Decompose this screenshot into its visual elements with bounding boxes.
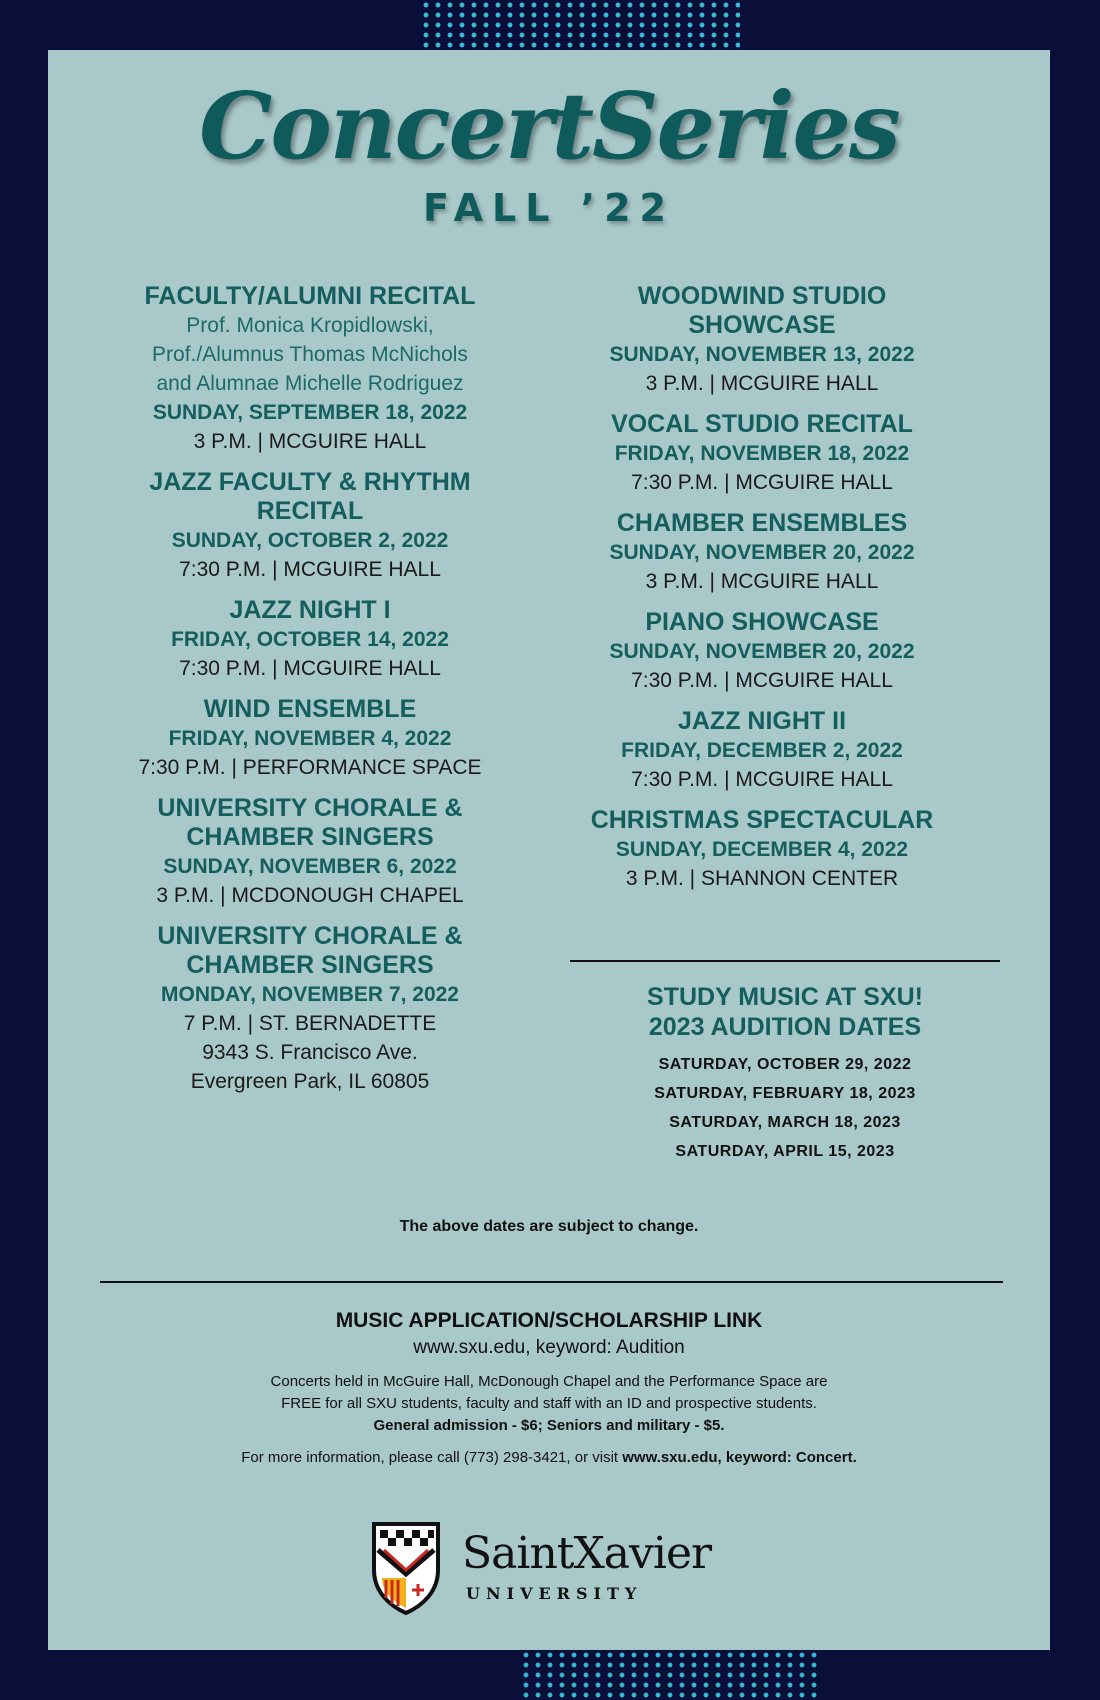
admission-text-line: FREE for all SXU students, faculty and staff with an ID and prospective students. [281, 1395, 817, 1412]
admission-paragraph [48, 1371, 1050, 1437]
event-time-venue: 3 P.M. | MCGUIRE HALL [193, 430, 427, 453]
admission-text-line: Concerts held in McGuire Hall, McDonough Chapel and the Performance Space are [270, 1373, 828, 1390]
event-time-venue: 3 P.M. | MCGUIRE HALL [645, 372, 879, 395]
event-date: SUNDAY, NOVEMBER 13, 2022 [609, 343, 915, 366]
event-time-venue: 7:30 P.M. | MCGUIRE HALL [179, 657, 441, 680]
change-notice: The above dates are subject to change. [399, 1218, 699, 1235]
event-item [562, 509, 962, 596]
event-address-line: Evergreen Park, IL 60805 [190, 1070, 430, 1093]
event-time-venue: 7:30 P.M. | MCGUIRE HALL [631, 768, 893, 791]
shield-icon [370, 1520, 442, 1616]
event-time-venue: 7 P.M. | ST. BERNADETTE [183, 1012, 437, 1035]
more-info-line [48, 1447, 1050, 1469]
event-title: JAZZ FACULTY & RHYTHM RECITAL [149, 468, 471, 525]
event-item [562, 410, 962, 497]
event-title: WIND ENSEMBLE [203, 695, 417, 723]
more-info-text: For more information, please call (773) 298-3421, or visit [241, 1449, 623, 1466]
event-description-line: Prof. Monica Kropidlowski, [186, 314, 434, 337]
event-address-line: 9343 S. Francisco Ave. [202, 1041, 418, 1064]
more-info-link[interactable]: www.sxu.edu, keyword: Concert. [622, 1449, 857, 1466]
event-date: FRIDAY, DECEMBER 2, 2022 [621, 739, 903, 762]
event-title: CHRISTMAS SPECTACULAR [590, 806, 934, 834]
event-title: FACULTY/ALUMNI RECITAL [144, 282, 476, 310]
event-time-venue: 3 P.M. | MCGUIRE HALL [645, 570, 879, 593]
application-link[interactable]: www.sxu.edu, keyword: Audition [413, 1337, 685, 1358]
event-title: PIANO SHOWCASE [645, 608, 879, 636]
event-item [562, 282, 962, 398]
audition-section [570, 982, 1000, 1166]
event-date: SUNDAY, SEPTEMBER 18, 2022 [152, 401, 468, 424]
logo-name: SaintXavier [462, 1528, 712, 1579]
event-date: SUNDAY, NOVEMBER 6, 2022 [163, 855, 457, 878]
event-title: JAZZ NIGHT II [677, 707, 847, 735]
event-item [120, 468, 500, 584]
audition-date: SATURDAY, OCTOBER 29, 2022 [658, 1056, 912, 1073]
application-section [48, 1307, 1050, 1469]
logo-subtitle: UNIVERSITY [466, 1584, 643, 1603]
divider [570, 960, 1000, 962]
event-item [120, 596, 500, 683]
event-date: FRIDAY, NOVEMBER 4, 2022 [168, 727, 452, 750]
event-date: FRIDAY, OCTOBER 14, 2022 [171, 628, 449, 651]
event-date: SUNDAY, NOVEMBER 20, 2022 [609, 541, 915, 564]
left-event-column [120, 282, 500, 1108]
event-time-venue: 3 P.M. | SHANNON CENTER [625, 867, 899, 890]
event-item [120, 282, 500, 456]
right-event-column [562, 282, 962, 905]
event-item [562, 806, 962, 893]
event-item [120, 922, 500, 1096]
event-item [120, 695, 500, 782]
event-time-venue: 3 P.M. | MCDONOUGH CHAPEL [156, 884, 464, 907]
audition-date: SATURDAY, FEBRUARY 18, 2023 [654, 1085, 916, 1102]
audition-heading: STUDY MUSIC AT SXU! [647, 983, 923, 1011]
event-title: UNIVERSITY CHORALE & CHAMBER SINGERS [157, 922, 463, 979]
event-item [120, 794, 500, 910]
audition-date: SATURDAY, MARCH 18, 2023 [669, 1114, 901, 1131]
event-date: MONDAY, NOVEMBER 7, 2022 [161, 983, 459, 1006]
event-time-venue: 7:30 P.M. | MCGUIRE HALL [631, 669, 893, 692]
audition-date: SATURDAY, APRIL 15, 2023 [675, 1143, 895, 1160]
event-description-line: Prof./Alumnus Thomas McNichols [152, 343, 468, 366]
event-title: JAZZ NIGHT I [229, 596, 391, 624]
event-date: SUNDAY, DECEMBER 4, 2022 [615, 838, 909, 861]
event-item [562, 707, 962, 794]
event-time-venue: 7:30 P.M. | MCGUIRE HALL [631, 471, 893, 494]
event-date: SUNDAY, OCTOBER 2, 2022 [171, 529, 449, 552]
event-title: VOCAL STUDIO RECITAL [611, 410, 913, 438]
divider [100, 1281, 1003, 1283]
poster-subtitle: FALL ’22 [423, 186, 675, 230]
event-item [562, 608, 962, 695]
poster-panel [48, 50, 1050, 1650]
event-description-line: and Alumnae Michelle Rodriguez [156, 372, 464, 395]
event-time-venue: 7:30 P.M. | PERFORMANCE SPACE [138, 756, 482, 779]
event-title: WOODWIND STUDIO SHOWCASE [637, 282, 887, 339]
event-title: UNIVERSITY CHORALE & CHAMBER SINGERS [157, 794, 463, 851]
event-time-venue: 7:30 P.M. | MCGUIRE HALL [179, 558, 441, 581]
poster-title: ConcertSeries [199, 72, 899, 180]
event-date: FRIDAY, NOVEMBER 18, 2022 [614, 442, 910, 465]
application-heading: MUSIC APPLICATION/SCHOLARSHIP LINK [335, 1309, 763, 1332]
event-date: SUNDAY, NOVEMBER 20, 2022 [609, 640, 915, 663]
university-logo [370, 1520, 750, 1620]
admission-prices: General admission - $6; Seniors and military - $5. [373, 1417, 725, 1434]
audition-date-list [570, 1050, 1000, 1166]
audition-subheading: 2023 AUDITION DATES [648, 1013, 922, 1041]
event-title: CHAMBER ENSEMBLES [616, 509, 908, 537]
